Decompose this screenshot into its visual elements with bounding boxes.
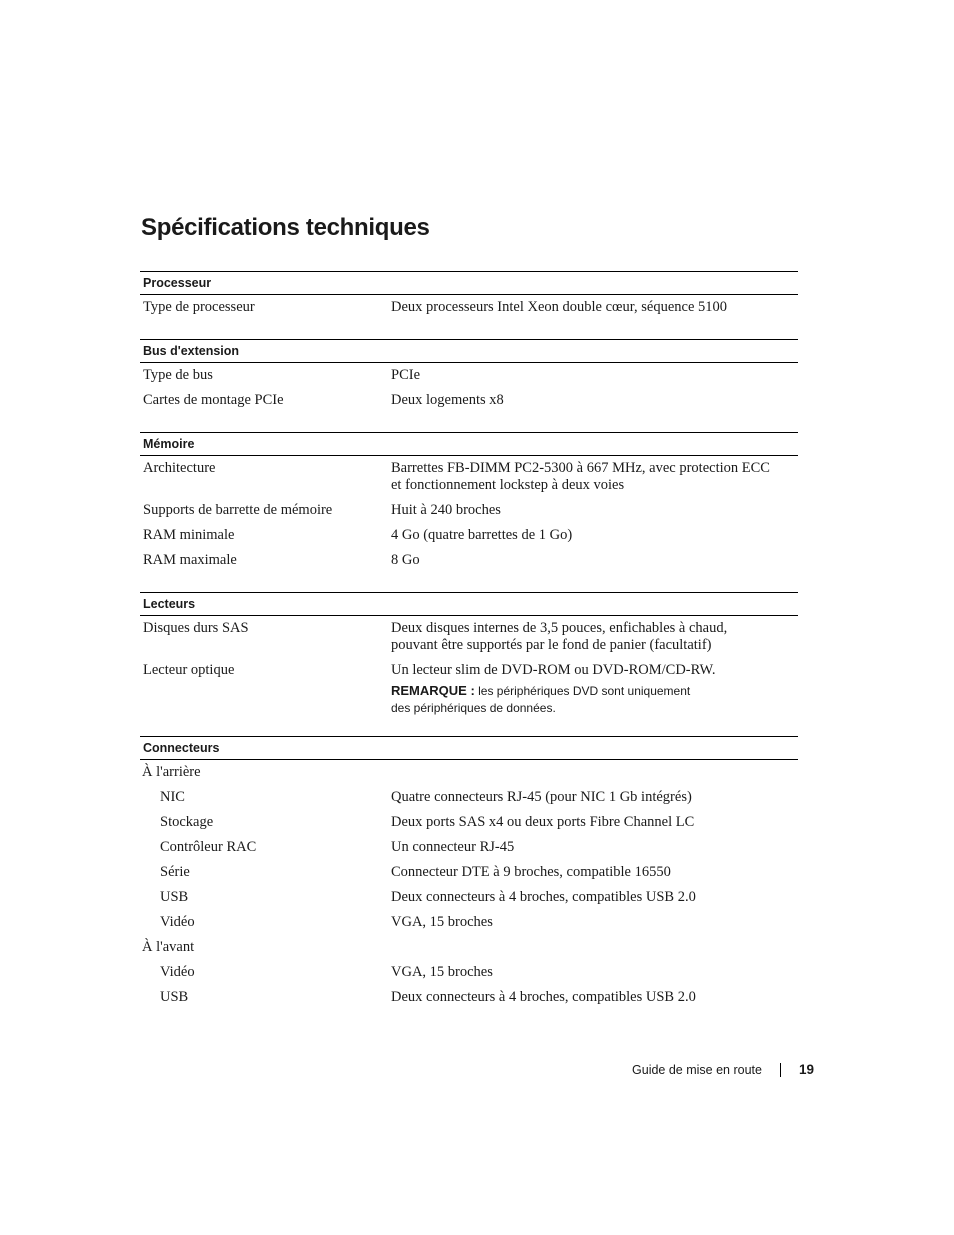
section-rows-connecteurs (140, 760, 798, 1006)
spec-table (140, 271, 798, 1014)
spec-row (140, 814, 798, 831)
footer-guide-title: Guide de mise en route (632, 1062, 762, 1077)
spec-value: Deux processeurs Intel Xeon double cœur, séquence 5100 (391, 299, 728, 315)
spec-row (140, 527, 798, 544)
spec-label: Supports de barrette de mémoire (143, 502, 333, 518)
note-text: des périphériques de données. (391, 701, 556, 715)
footer-separator (780, 1063, 781, 1077)
spec-label: RAM minimale (143, 527, 235, 543)
spec-row (140, 620, 798, 654)
spec-row (140, 392, 798, 409)
spec-value: VGA, 15 broches (391, 964, 493, 980)
spec-value-line: Deux disques internes de 3,5 pouces, enfichables à chaud, (391, 620, 728, 636)
spec-value: Deux connecteurs à 4 broches, compatibles USB 2.0 (391, 989, 696, 1005)
spec-value: 4 Go (quatre barrettes de 1 Go) (391, 527, 573, 543)
spec-label: Cartes de montage PCIe (143, 392, 284, 408)
spec-label: NIC (160, 789, 185, 805)
spec-row (140, 502, 798, 519)
group-label-arriere: À l'arrière (142, 764, 201, 780)
spec-row (140, 367, 798, 384)
spec-label: Série (160, 864, 190, 880)
spec-row (140, 989, 798, 1006)
spec-label: Type de processeur (143, 299, 255, 315)
spec-value: VGA, 15 broches (391, 914, 493, 930)
spec-value: Deux connecteurs à 4 broches, compatibles USB 2.0 (391, 889, 696, 905)
spec-row (140, 662, 798, 717)
spec-row (140, 864, 798, 881)
spec-label: RAM maximale (143, 552, 237, 568)
section-header-processeur: Processeur (140, 271, 798, 295)
section-rows-processeur (140, 295, 798, 316)
spec-label: Vidéo (160, 914, 195, 930)
spec-row (140, 552, 798, 569)
note (391, 682, 798, 717)
spec-value-line: Barrettes FB-DIMM PC2-5300 à 667 MHz, avec protection ECC (391, 460, 770, 476)
spec-label: Lecteur optique (143, 662, 235, 678)
section-header-bus: Bus d'extension (140, 339, 798, 363)
section-rows-lecteurs (140, 616, 798, 717)
section-header-memoire: Mémoire (140, 432, 798, 456)
spec-label: USB (160, 989, 189, 1005)
spec-value-line: Un lecteur slim de DVD-ROM ou DVD-ROM/CD-RW. (391, 662, 716, 678)
spec-value (391, 662, 798, 717)
spec-row (140, 789, 798, 806)
spec-label: Architecture (143, 460, 216, 476)
spec-value: 8 Go (391, 552, 420, 568)
page-number: 19 (798, 1062, 814, 1077)
spec-row (140, 839, 798, 856)
spec-label: Contrôleur RAC (160, 839, 257, 855)
spec-value: Un connecteur RJ-45 (391, 839, 515, 855)
group-label-avant: À l'avant (142, 939, 195, 955)
spec-value: Deux logements x8 (391, 392, 504, 408)
section-rows-bus (140, 363, 798, 409)
spec-label: USB (160, 889, 189, 905)
spec-value: Deux ports SAS x4 ou deux ports Fibre Channel LC (391, 814, 695, 830)
note-label: REMARQUE : (391, 683, 475, 698)
page-title: Spécifications techniques (141, 214, 430, 241)
spec-value-line: pouvant être supportés par le fond de panier (facultatif) (391, 637, 712, 653)
spec-value: Quatre connecteurs RJ-45 (pour NIC 1 Gb intégrés) (391, 789, 692, 805)
page-footer (632, 1062, 814, 1077)
note-text: les périphériques DVD sont uniquement (474, 684, 691, 698)
spec-value (391, 620, 798, 654)
spec-row (140, 299, 798, 316)
spec-label: Stockage (160, 814, 214, 830)
spec-value-line: et fonctionnement lockstep à deux voies (391, 477, 625, 493)
spec-row (140, 889, 798, 906)
spec-row (140, 914, 798, 931)
spec-value: PCIe (391, 367, 420, 383)
section-rows-memoire (140, 456, 798, 569)
spec-label: Disques durs SAS (143, 620, 249, 636)
spec-row (140, 964, 798, 981)
section-header-lecteurs: Lecteurs (140, 592, 798, 616)
spec-label: Vidéo (160, 964, 195, 980)
spec-value (391, 460, 798, 494)
spec-row (140, 460, 798, 494)
spec-value: Huit à 240 broches (391, 502, 501, 518)
spec-label: Type de bus (143, 367, 213, 383)
spec-value: Connecteur DTE à 9 broches, compatible 16550 (391, 864, 671, 880)
section-header-connecteurs: Connecteurs (140, 736, 798, 760)
